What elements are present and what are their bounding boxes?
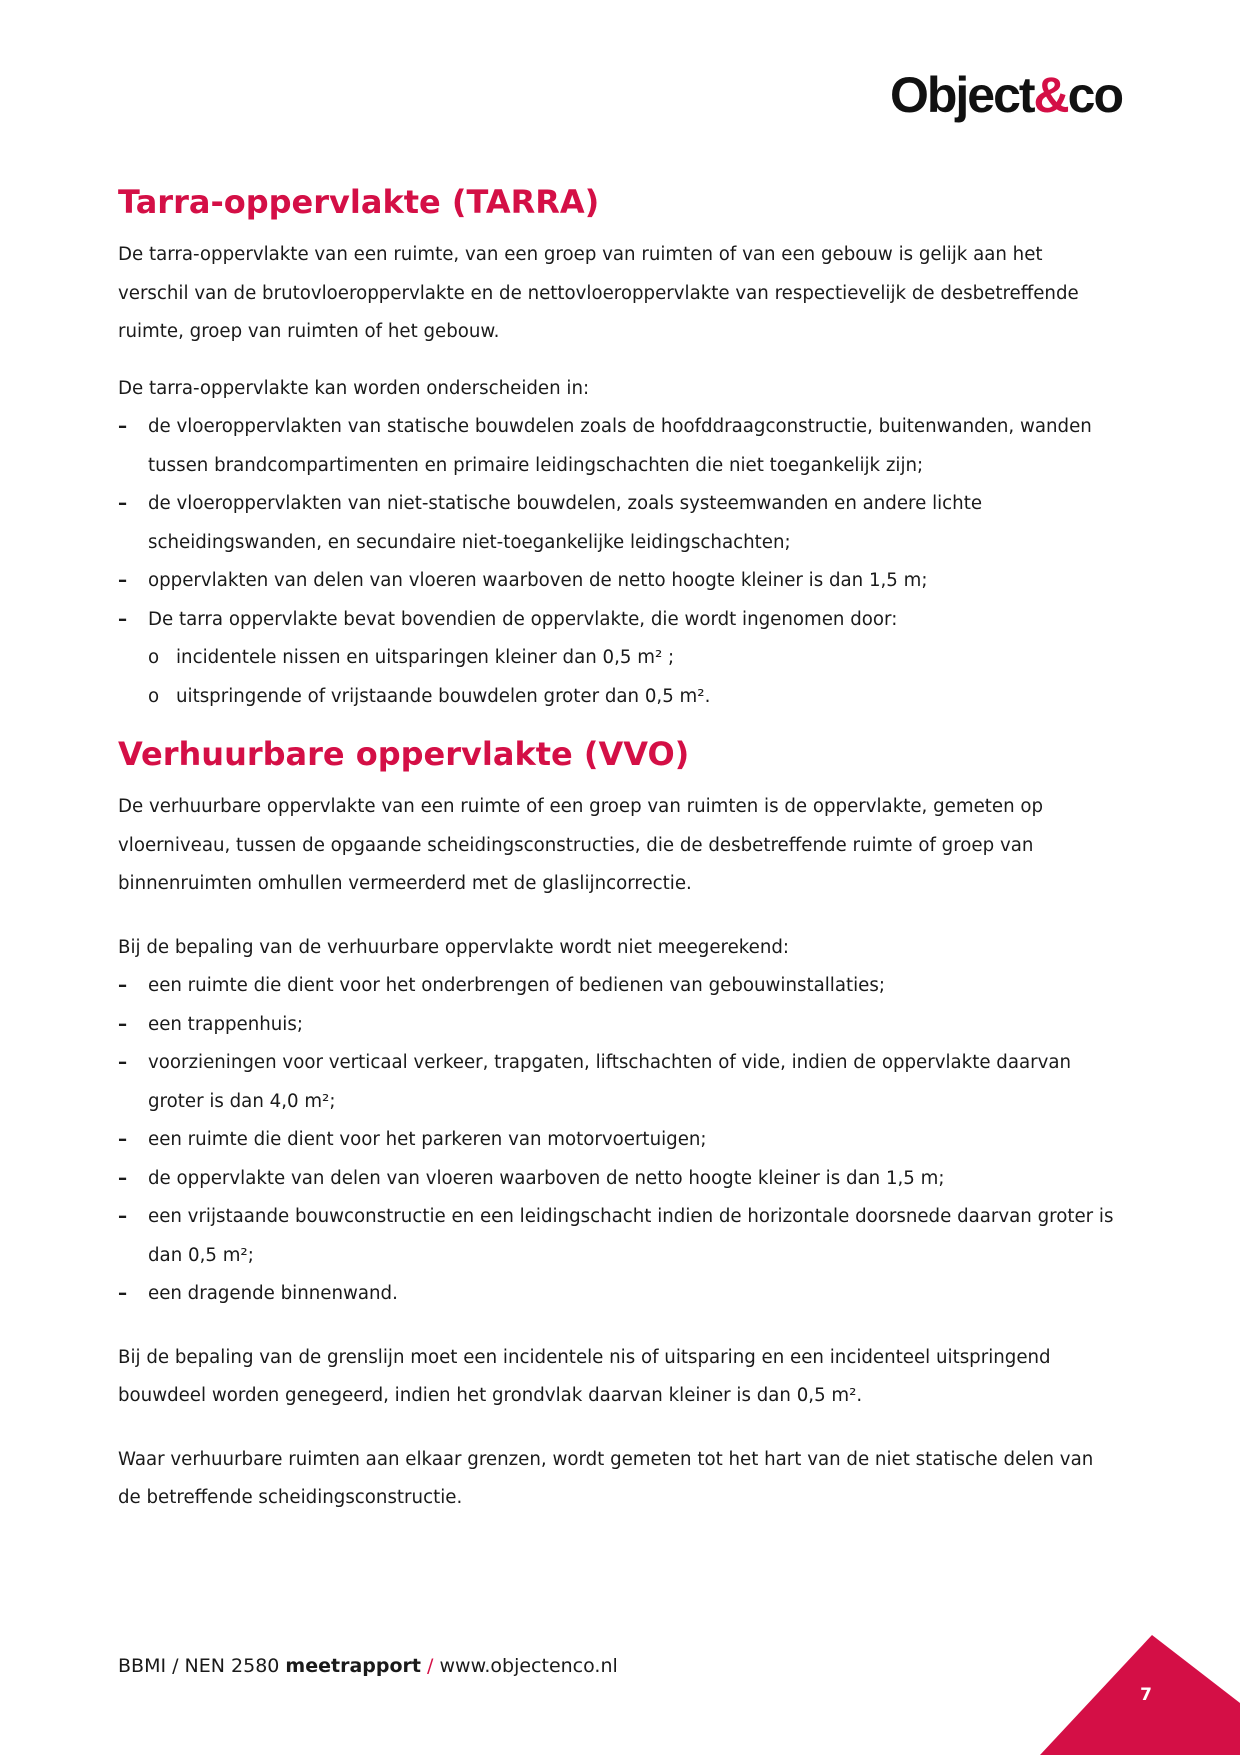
- list-item: [118, 1160, 1118, 1199]
- section-heading-vvo: Verhuurbare oppervlakte (VVO): [118, 735, 690, 773]
- list-item-text: de vloeroppervlakten van statische bouwdelen zoals de hoofddraagconstructie, buitenwanden, wanden tussen brandcompartimenten en primaire leidingschachten die niet toegankelijk zijn;: [148, 416, 1092, 476]
- list-item-text: een vrijstaande bouwconstructie en een leidingschacht indien de horizontale doorsnede daarvan groter is dan 0,5 m²;: [148, 1206, 1114, 1266]
- dash-bullet: –: [118, 1129, 128, 1150]
- list-item: [118, 408, 1118, 485]
- sub-list-item: [118, 639, 1118, 678]
- list-item-text: een ruimte die dient voor het parkeren van motorvoertuigen;: [148, 1129, 707, 1150]
- list-item-text: voorzieningen voor verticaal verkeer, trapgaten, liftschachten of vide, indien de oppervlakte daarvan groter is dan 4,0 m²;: [148, 1052, 1072, 1112]
- dash-bullet: –: [118, 570, 128, 591]
- list-item: [118, 1198, 1118, 1275]
- vvo-list: [118, 967, 1118, 1314]
- section-heading-tarra: Tarra-oppervlakte (TARRA): [118, 183, 600, 221]
- list-item: [118, 562, 1118, 601]
- document-body: [118, 178, 1118, 1518]
- list-item-text: de oppervlakte van delen van vloeren waarboven de netto hoogte kleiner is dan 1,5 m;: [148, 1167, 945, 1189]
- dash-bullet: –: [118, 608, 128, 630]
- footer-report-label: meetrapport: [285, 1655, 421, 1677]
- list-item-text: een dragende binnenwand.: [148, 1283, 398, 1304]
- logo-text-object: Object: [889, 67, 1034, 123]
- dash-bullet: –: [118, 1167, 128, 1189]
- dash-bullet: –: [118, 1283, 128, 1304]
- list-item-text: de vloeroppervlakten van niet-statische bouwdelen, zoals systeemwanden en andere lichte scheidingswanden, en secundaire niet-toegankelijke leidingschachten;: [148, 493, 983, 553]
- footer-website: www.objectenco.nl: [439, 1655, 618, 1677]
- logo-ampersand: &: [1033, 67, 1068, 123]
- sub-list-item-text: uitspringende of vrijstaande bouwdelen groter dan 0,5 m².: [176, 685, 711, 707]
- vvo-definition: De verhuurbare oppervlakte van een ruimte of een groep van ruimten is de oppervlakte, gemeten op vloerniveau, tussen de opgaande scheidingsconstructies, die de desbetreffende ruimte of groep van binnenruimten omhullen vermeerderd met de glaslijncorrectie.: [118, 796, 1044, 894]
- list-item-text: De tarra oppervlakte bevat bovendien de oppervlakte, die wordt ingenomen door:: [148, 608, 898, 630]
- list-item: [118, 1044, 1118, 1121]
- dash-bullet: –: [118, 1013, 128, 1035]
- list-item-text: een ruimte die dient voor het onderbrengen of bedienen van gebouwinstallaties;: [148, 975, 885, 996]
- tarra-definition: De tarra-oppervlakte van een ruimte, van een groep van ruimten of van een gebouw is gelijk aan het verschil van de brutovloeroppervlakte en de nettovloeroppervlakte van respectievelijk de desbetreffende ruimte, groep van ruimten of het gebouw.: [118, 244, 1079, 342]
- footer-prefix: BBMI / NEN 2580: [118, 1655, 280, 1677]
- page-footer: [118, 1655, 618, 1677]
- dash-bullet: –: [118, 493, 128, 514]
- vvo-grenzen-paragraph: Waar verhuurbare ruimten aan elkaar grenzen, wordt gemeten tot het hart van de niet statische delen van de betreffende scheidingsconstructie.: [118, 1448, 1094, 1508]
- dash-bullet: –: [118, 416, 128, 437]
- list-item: [118, 485, 1118, 562]
- company-logo: [889, 67, 1122, 123]
- dash-bullet: –: [118, 1052, 128, 1073]
- footer-separator: /: [427, 1655, 434, 1677]
- tarra-list-intro: De tarra-oppervlakte kan worden onderscheiden in:: [118, 377, 590, 399]
- tarra-sublist: [118, 639, 1118, 716]
- list-item: [118, 1121, 1118, 1160]
- vvo-grenslijn-paragraph: Bij de bepaling van de grenslijn moet een incidentele nis of uitsparing en een incidenteel uitspringend bouwdeel worden genegeerd, indien het grondvlak daarvan kleiner is dan 0,5 m².: [118, 1346, 1051, 1406]
- vvo-list-intro: Bij de bepaling van de verhuurbare oppervlakte wordt niet meegerekend:: [118, 936, 790, 958]
- circle-bullet: o: [148, 647, 160, 668]
- page-number: 7: [1140, 1685, 1152, 1705]
- logo-text-co: co: [1067, 67, 1122, 123]
- list-item-text: oppervlakten van delen van vloeren waarboven de netto hoogte kleiner is dan 1,5 m;: [148, 570, 928, 591]
- tarra-list: [118, 408, 1118, 639]
- sub-list-item-text: incidentele nissen en uitsparingen kleiner dan 0,5 m² ;: [176, 647, 675, 668]
- list-item: [118, 1275, 1118, 1314]
- circle-bullet: o: [148, 685, 160, 707]
- sub-list-item: [118, 678, 1118, 717]
- list-item: [118, 967, 1118, 1006]
- list-item-text: een trappenhuis;: [148, 1013, 303, 1035]
- list-item: [118, 1006, 1118, 1045]
- dash-bullet: –: [118, 1206, 128, 1227]
- list-item: [118, 601, 1118, 640]
- dash-bullet: –: [118, 975, 128, 996]
